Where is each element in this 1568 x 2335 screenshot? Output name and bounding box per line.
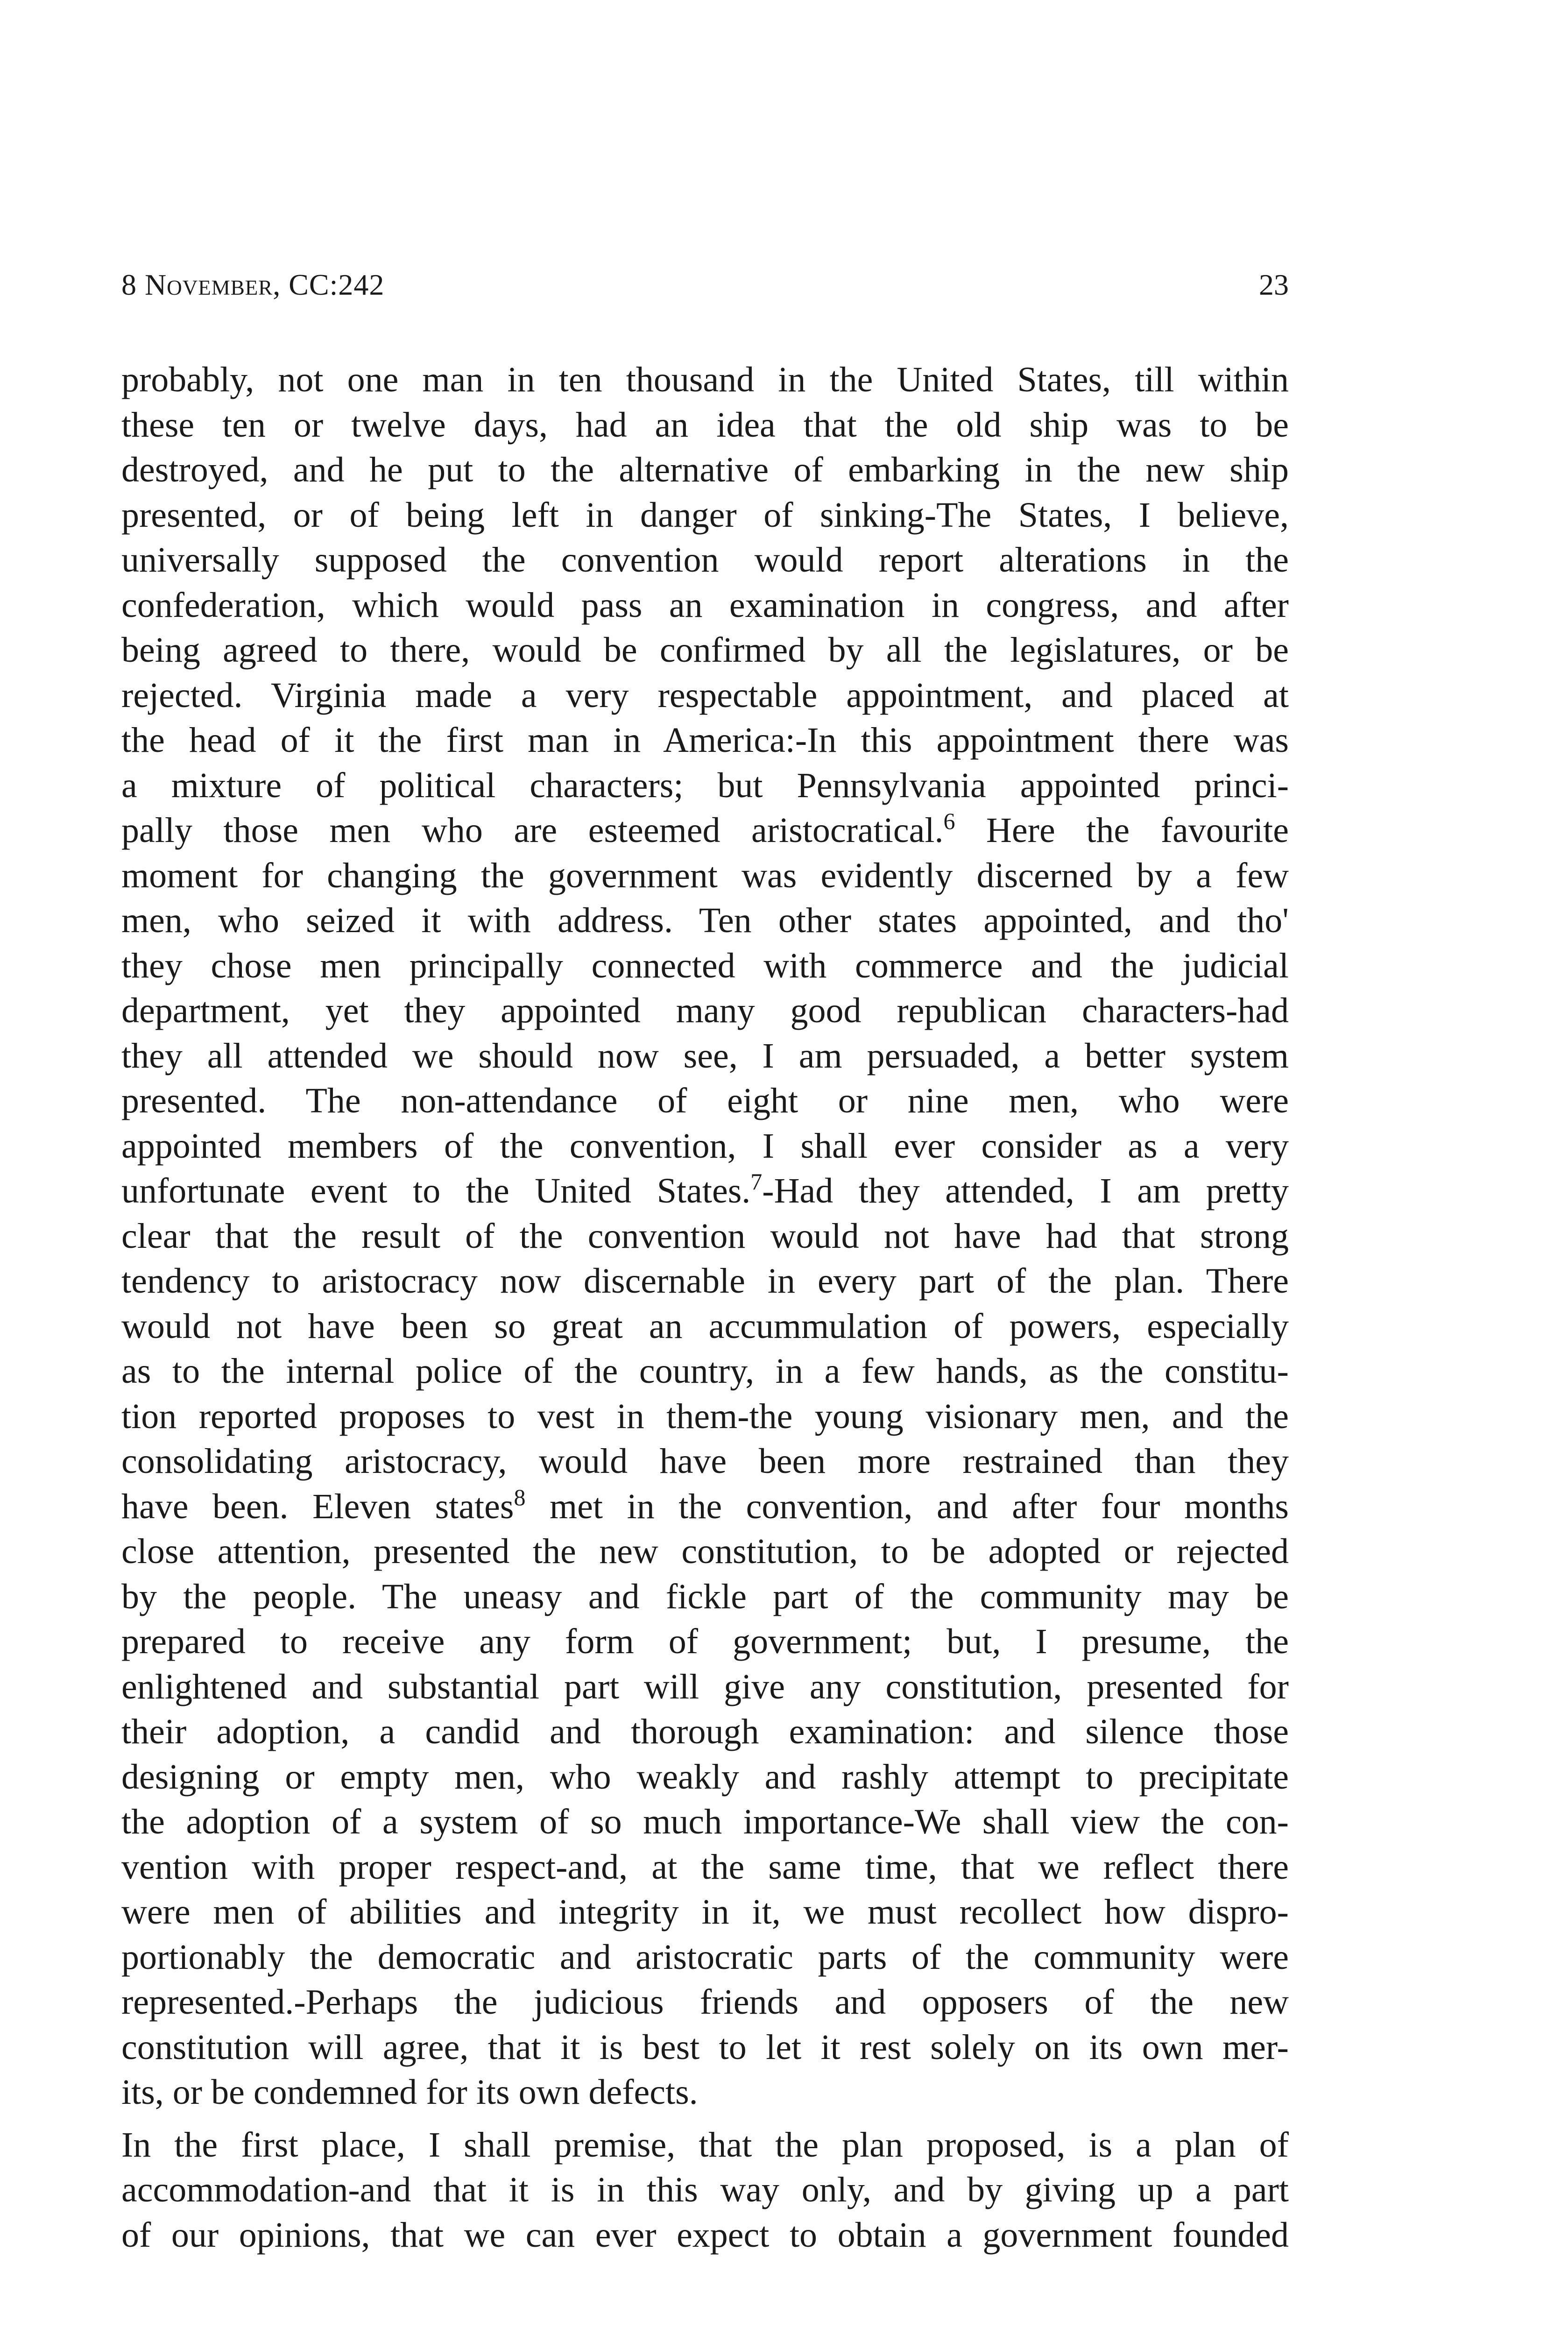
text-line: tendency to aristocracy now discernable in every part of the plan. There <box>121 1261 1289 1301</box>
text-line: prepared to receive any form of government; but, I presume, the <box>121 1622 1289 1661</box>
text-line: the adoption of a system of so much importance-We shall view the con- <box>121 1802 1289 1841</box>
text-run: unfortunate event to the United States. <box>121 1171 751 1210</box>
text-run: -Had they attended, I am pretty <box>762 1171 1289 1210</box>
text-line: these ten or twelve days, had an idea that the old ship was to be <box>121 405 1289 445</box>
text-line: constitution will agree, that it is best to let it rest solely on its own mer- <box>121 2027 1289 2067</box>
text-run: have been. Eleven states <box>121 1486 514 1526</box>
footnote-ref-8: 8 <box>514 1484 526 1510</box>
text-line: men, who seized it with address. Ten other states appointed, and tho' <box>121 901 1289 940</box>
text-line <box>121 808 1289 853</box>
paragraph-1 <box>121 357 1289 2115</box>
text-line: tion reported proposes to vest in them-the young visionary men, and the <box>121 1396 1289 1436</box>
body-text <box>121 357 1289 2257</box>
running-head-month: November <box>145 268 273 301</box>
text-line <box>121 1168 1289 1214</box>
text-line: moment for changing the government was evidently discerned by a few <box>121 856 1289 895</box>
text-line: represented.-Perhaps the judicious friends and opposers of the new <box>121 1982 1289 2022</box>
text-line: confederation, which would pass an examination in congress, and after <box>121 585 1289 625</box>
text-line: appointed members of the convention, I shall ever consider as a very <box>121 1126 1289 1166</box>
text-line: would not have been so great an accummulation of powers, especially <box>121 1306 1289 1346</box>
text-line: were men of abilities and integrity in it, we must recollect how dispro- <box>121 1892 1289 1932</box>
text-line: vention with proper respect-and, at the same time, that we reflect there <box>121 1847 1289 1887</box>
text-line: department, yet they appointed many good republican characters-had <box>121 991 1289 1030</box>
text-line: In the first place, I shall premise, that the plan proposed, is a plan of <box>121 2125 1289 2165</box>
text-line: enlightened and substantial part will give any constitution, presented for <box>121 1667 1289 1706</box>
text-line: presented, or of being left in danger of sinking-The States, I believe, <box>121 495 1289 535</box>
text-run: met in the convention, and after four months <box>525 1486 1289 1526</box>
text-line: accommodation-and that it is in this way only, and by giving up a part <box>121 2170 1289 2209</box>
text-line: close attention, presented the new constitution, to be adopted or rejected <box>121 1532 1289 1571</box>
text-run: Here the favourite <box>955 811 1289 850</box>
footnote-ref-6: 6 <box>943 808 955 834</box>
page-number: 23 <box>1259 268 1289 301</box>
text-line: of our opinions, that we can ever expect to obtain a government founded <box>121 2215 1289 2255</box>
text-line: probably, not one man in ten thousand in the United States, till within <box>121 360 1289 399</box>
text-run: pally those men who are esteemed aristocratical. <box>121 811 944 850</box>
text-line: portionably the democratic and aristocratic parts of the community were <box>121 1937 1289 1977</box>
text-line: the head of it the first man in America:-In this appointment there was <box>121 721 1289 760</box>
running-head <box>121 264 1289 306</box>
footnote-ref-7: 7 <box>750 1168 763 1195</box>
text-line: presented. The non-attendance of eight or nine men, who were <box>121 1081 1289 1120</box>
running-head-document-number: , CC:242 <box>273 268 385 301</box>
text-line: a mixture of political characters; but Pennsylvania appointed princi- <box>121 765 1289 805</box>
paragraph-2 <box>121 2123 1289 2258</box>
text-line: consolidating aristocracy, would have been more restrained than they <box>121 1442 1289 1481</box>
text-line: they all attended we should now see, I am persuaded, a better system <box>121 1036 1289 1076</box>
text-line <box>121 1484 1289 1529</box>
text-line: rejected. Virginia made a very respectable appointment, and placed at <box>121 675 1289 715</box>
running-head-date-day: 8 <box>121 268 145 301</box>
text-line: as to the internal police of the country, in a few hands, as the constitu- <box>121 1351 1289 1391</box>
text-line: universally supposed the convention would report alterations in the <box>121 540 1289 580</box>
text-line: clear that the result of the convention would not have had that strong <box>121 1216 1289 1256</box>
text-line: its, or be condemned for its own defects. <box>121 2073 698 2112</box>
text-line: being agreed to there, would be confirmed by all the legislatures, or be <box>121 630 1289 670</box>
running-head-left <box>121 264 384 306</box>
text-line: their adoption, a candid and thorough examination: and silence those <box>121 1712 1289 1751</box>
text-line: destroyed, and he put to the alternative of embarking in the new ship <box>121 450 1289 489</box>
text-line: by the people. The uneasy and fickle part of the community may be <box>121 1577 1289 1616</box>
text-line: they chose men principally connected with commerce and the judicial <box>121 946 1289 985</box>
text-line: designing or empty men, who weakly and rashly attempt to precipitate <box>121 1757 1289 1797</box>
